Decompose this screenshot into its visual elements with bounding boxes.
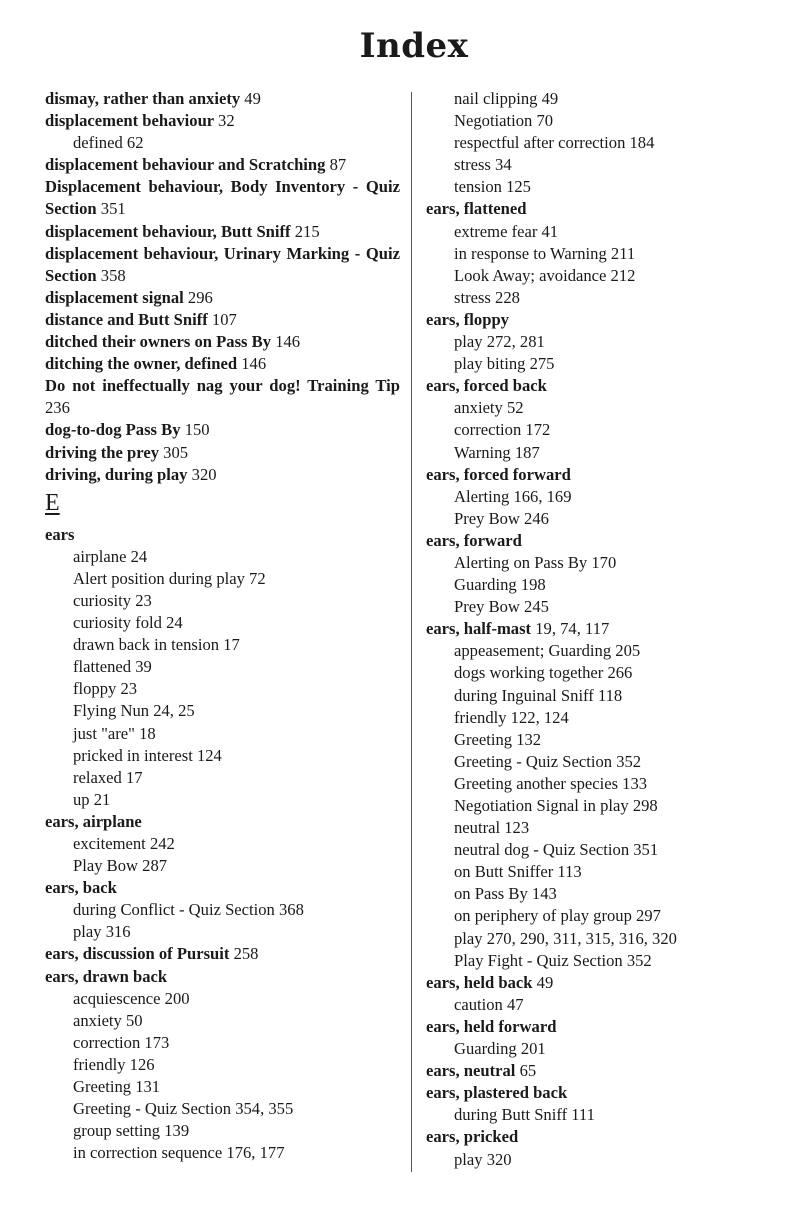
index-column-left: [45, 88, 400, 1164]
index-term: driving the prey: [45, 442, 160, 462]
index-subentry: extreme fear 41: [454, 221, 559, 241]
index-entry: [45, 176, 400, 220]
index-page-numbers: 236: [45, 398, 70, 418]
index-term: ears, forced forward: [426, 464, 571, 484]
index-subentry: friendly 126: [73, 1054, 155, 1074]
index-page-numbers: 146: [241, 354, 267, 374]
index-entry: [45, 524, 400, 546]
index-term: ditched their owners on Pass By: [45, 332, 272, 352]
index-entry: [45, 464, 400, 486]
index-page-numbers: 49: [244, 89, 261, 108]
index-entry: [45, 943, 400, 965]
index-letter-heading: E: [45, 489, 60, 516]
index-subentry: Greeting 132: [454, 729, 542, 749]
index-term: displacement behaviour: [45, 111, 214, 131]
index-subentry: up 21: [73, 789, 111, 809]
index-entry: [426, 464, 776, 486]
index-term: ears, discussion of Pursuit: [45, 944, 230, 964]
index-subentry: Play Bow 287: [73, 856, 168, 876]
index-subentry: Greeting - Quiz Section 352: [454, 751, 642, 771]
index-entry: [45, 331, 400, 353]
index-subentry: on periphery of play group 297: [454, 906, 661, 926]
index-term: ears, forced back: [426, 376, 547, 396]
index-term: ears, held back: [426, 972, 533, 992]
index-entry: [426, 1016, 776, 1038]
index-subentry: Alert position during play 72: [73, 568, 266, 588]
index-entry: [45, 309, 400, 331]
index-subentry: anxiety 52: [454, 398, 524, 418]
index-term: ears, neutral: [426, 1061, 516, 1081]
index-page-numbers: 258: [233, 944, 259, 964]
index-subentry: neutral dog - Quiz Section 351: [454, 840, 659, 860]
index-term: Displacement behaviour, Body Inventory - Quiz Section: [45, 177, 400, 219]
index-page-numbers: 87: [329, 155, 347, 175]
index-entry: [426, 1082, 776, 1104]
index-page-numbers: 150: [184, 420, 210, 440]
index-entry: [426, 198, 776, 220]
index-term: distance and Butt Sniff: [45, 309, 208, 329]
index-subentry: curiosity 23: [73, 590, 152, 610]
index-page-numbers: 320: [191, 464, 217, 484]
column-divider: [411, 92, 412, 1172]
index-subentry: relaxed 17: [73, 767, 143, 787]
index-subentry: Warning 187: [454, 442, 540, 462]
index-page-numbers: 146: [275, 332, 301, 352]
index-entry: [45, 419, 400, 441]
index-subentry: Alerting 166, 169: [454, 486, 572, 506]
index-page-numbers: 19, 74, 117: [535, 619, 610, 639]
index-subentry: floppy 23: [73, 679, 138, 699]
index-page-numbers: 351: [100, 199, 126, 219]
index-term: ears, held forward: [426, 1016, 557, 1036]
index-column-right: [426, 88, 776, 1171]
index-page-numbers: 32: [218, 111, 235, 131]
index-subentry: Greeting - Quiz Section 354, 355: [73, 1099, 294, 1119]
index-entry: [426, 1126, 776, 1148]
index-term: ears, pricked: [426, 1127, 519, 1147]
index-entry: [45, 375, 400, 419]
index-subentry: Guarding 198: [454, 575, 546, 595]
index-subentry: during Butt Sniff 111: [454, 1105, 595, 1125]
index-subentry: Guarding 201: [454, 1039, 546, 1059]
index-subentry: pricked in interest 124: [73, 745, 222, 765]
index-page-numbers: 49: [536, 972, 554, 992]
index-subentry: correction 173: [73, 1032, 170, 1052]
index-subentry: on Pass By 143: [454, 884, 557, 904]
index-subentry: Greeting 131: [73, 1077, 161, 1097]
index-page-numbers: 107: [211, 309, 237, 329]
index-entry: [45, 154, 400, 176]
index-subentry: nail clipping 49: [454, 89, 559, 108]
index-term: ears, back: [45, 878, 117, 898]
index-subentry: airplane 24: [73, 546, 148, 566]
index-entry: [45, 287, 400, 309]
index-subentry: during Inguinal Sniff 118: [454, 685, 623, 705]
index-subentry: Alerting on Pass By 170: [454, 552, 617, 572]
index-subentry: play 272, 281: [454, 332, 545, 352]
index-entry: [45, 353, 400, 375]
index-subentry: excitement 242: [73, 834, 175, 853]
index-term: displacement signal: [45, 287, 184, 307]
page-title: Index: [359, 26, 469, 66]
index-entry: [426, 375, 776, 397]
index-page-numbers: 358: [100, 265, 126, 285]
index-subentry: friendly 122, 124: [454, 707, 569, 727]
index-term: ears, airplane: [45, 811, 142, 831]
index-entry: [45, 243, 400, 287]
index-entry: [426, 1060, 776, 1082]
index-page-numbers: 65: [519, 1061, 537, 1081]
index-subentry: play 270, 290, 311, 315, 316, 320: [454, 928, 677, 948]
index-entry: [426, 309, 776, 331]
index-page-numbers: 296: [187, 287, 213, 307]
index-subentry: group setting 139: [73, 1121, 190, 1141]
index-subentry: drawn back in tension 17: [73, 635, 240, 655]
index-term: ears, plastered back: [426, 1083, 568, 1103]
index-subentry: Greeting another species 133: [454, 773, 648, 793]
index-page-numbers: 215: [294, 221, 320, 241]
index-subentry: caution 47: [454, 994, 524, 1014]
index-entry: [45, 877, 400, 899]
index-subentry: on Butt Sniffer 113: [454, 862, 582, 882]
index-term: ears, drawn back: [45, 966, 168, 986]
index-term: displacement behaviour and Scratching: [45, 155, 326, 175]
index-page-numbers: 305: [163, 442, 189, 462]
index-entry: [426, 618, 776, 640]
index-subentry: defined 62: [73, 133, 144, 153]
index-entry: [45, 221, 400, 243]
index-subentry: anxiety 50: [73, 1010, 143, 1030]
index-subentry: just "are" 18: [73, 723, 156, 743]
index-term: ears, flattened: [426, 199, 527, 219]
index-subentry: Prey Bow 246: [454, 508, 549, 528]
index-subentry: acquiescence 200: [73, 988, 190, 1008]
index-subentry: dogs working together 266: [454, 663, 633, 683]
index-subentry: play biting 275: [454, 354, 555, 374]
index-term: displacement behaviour, Urinary Marking - Quiz Section: [45, 243, 400, 285]
index-subentry: play 316: [73, 922, 131, 942]
index-subentry: Negotiation Signal in play 298: [454, 796, 658, 815]
index-term: dog-to-dog Pass By: [45, 420, 181, 440]
index-subentry: neutral 123: [454, 818, 530, 838]
index-subentry: in response to Warning 211: [454, 243, 636, 263]
index-subentry: Play Fight - Quiz Section 352: [454, 950, 652, 970]
index-subentry: during Conflict - Quiz Section 368: [73, 900, 304, 920]
index-entry: [45, 110, 400, 132]
index-entry: [45, 811, 400, 833]
index-term: ditching the owner, defined: [45, 354, 238, 374]
index-subentry: Look Away; avoidance 212: [454, 265, 636, 285]
index-entry: [426, 972, 776, 994]
index-term: Do not ineffectually nag your dog! Training Tip: [45, 376, 400, 396]
index-subentry: curiosity fold 24: [73, 613, 183, 633]
index-term: dismay, rather than anxiety: [45, 89, 241, 108]
index-subentry: Negotiation 70: [454, 111, 554, 131]
index-entry: [45, 442, 400, 464]
index-subentry: Prey Bow 245: [454, 597, 549, 617]
index-subentry: in correction sequence 176, 177: [73, 1143, 285, 1163]
index-term: ears, floppy: [426, 309, 509, 329]
index-entry: [45, 966, 400, 988]
index-subentry: Flying Nun 24, 25: [73, 701, 195, 721]
index-subentry: respectful after correction 184: [454, 133, 655, 153]
index-term: driving, during play: [45, 464, 188, 484]
index-term: displacement behaviour, Butt Sniff: [45, 221, 291, 241]
index-entry: [426, 530, 776, 552]
index-term: ears, forward: [426, 530, 522, 550]
index-subentry: stress 34: [454, 155, 512, 175]
index-term: ears, half-mast: [426, 619, 532, 639]
index-subentry: tension 125: [454, 177, 531, 197]
index-entry: [45, 88, 400, 110]
index-subentry: play 320: [454, 1149, 512, 1169]
index-subentry: stress 228: [454, 287, 520, 307]
index-subentry: flattened 39: [73, 657, 152, 677]
index-term: ears: [45, 524, 75, 544]
index-subentry: correction 172: [454, 420, 551, 440]
index-subentry: appeasement; Guarding 205: [454, 641, 641, 661]
